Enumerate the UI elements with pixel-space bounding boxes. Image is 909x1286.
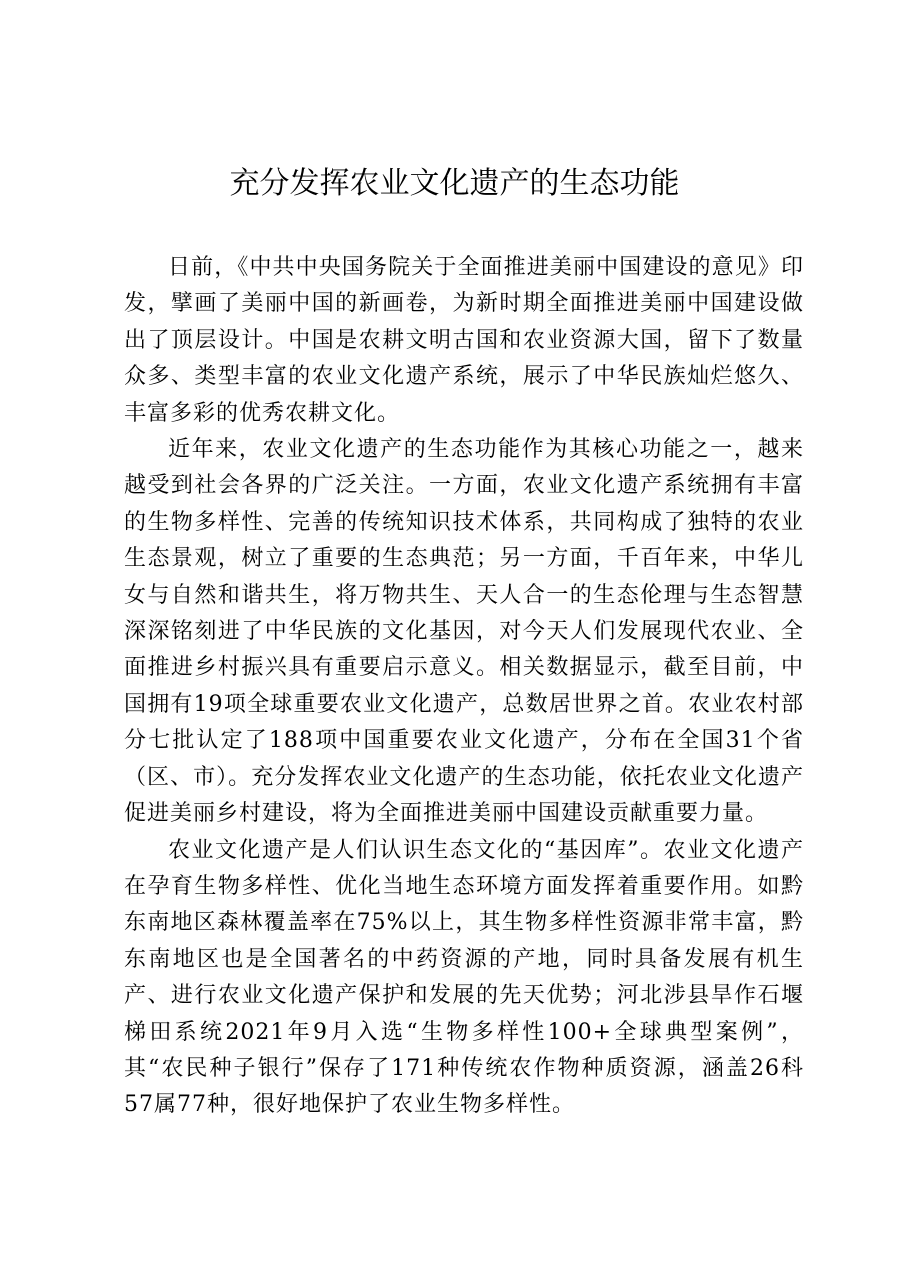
paragraph-1: 日前，《中共中央国务院关于全面推进美丽中国建设的意见》印发，擘画了美丽中国的新画卷，为新时期全面推进美丽中国建设做出了顶层设计。中国是农耕文明古国和农业资源大国，留下了数量众多、类型丰富的农业文化遗产系统，展示了中华民族灿烂悠久、丰富多彩的优秀农耕文化。 — [124, 255, 804, 426]
document-title: 充分发挥农业文化遗产的生态功能 — [229, 166, 680, 201]
paragraph-2: 近年来，农业文化遗产的生态功能作为其核心功能之一，越来越受到社会各界的广泛关注。一方面，农业文化遗产系统拥有丰富的生物多样性、完善的传统知识技术体系，共同构成了独特的农业生态景观，树立了重要的生态典范；另一方面，千百年来，中华儿女与自然和谐共生，将万物共生、天人合一的生态伦理与生态智慧深深铭刻进了中华民族的文化基因，对今天人们发展现代农业、全面推进乡村振兴具有重要启示意义。相关数据显示，截至目前，中国拥有19项全球重要农业文化遗产，总数居世界之首。农业农村部分七批认定了188项中国重要农业文化遗产，分布在全国31个省（区、市）。充分发挥农业文化遗产的生态功能，依托农业文化遗产促进美丽乡村建设，将为全面推进美丽中国建设贡献重要力量。 — [124, 437, 804, 827]
document-body — [124, 250, 804, 1124]
paragraph-3: 农业文化遗产是人们认识生态文化的“基因库”。农业文化遗产在孕育生物多样性、优化当地生态环境方面发挥着重要作用。如黔东南地区森林覆盖率在75%以上，其生物多样性资源非常丰富，黔东南地区也是全国著名的中药资源的产地，同时具备发展有机生产、进行农业文化遗产保护和发展的先天优势；河北涉县旱作石堰梯田系统2021年9月入选“生物多样性100+全球典型案例”，其“农民种子银行”保存了171种传统农作物种质资源，涵盖26科57属77种，很好地保护了农业生物多样性。 — [124, 837, 804, 1118]
